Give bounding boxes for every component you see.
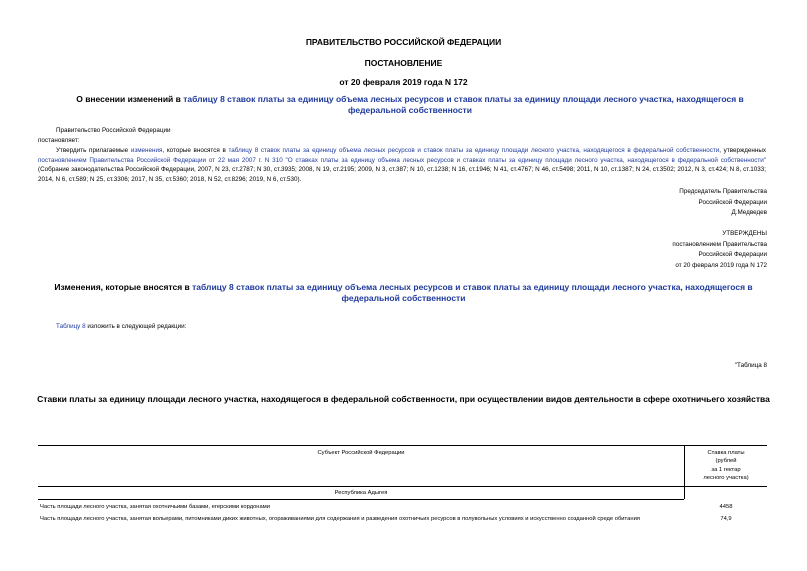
signature-name: Д.Медведев — [731, 209, 767, 217]
link-table-8-short[interactable]: Таблицу 8 — [56, 323, 86, 330]
rate-header-line-4: лесного участка) — [703, 475, 749, 482]
approved-line-4: от 20 февраля 2019 года N 172 — [675, 261, 767, 269]
signature-line-1: Председатель Правительства — [679, 188, 767, 195]
approved-line-2: постановлением Правительства — [672, 240, 767, 248]
paragraph-government: Правительство Российской Федерации — [56, 127, 171, 134]
table-header-row — [38, 446, 767, 487]
changes-heading — [36, 282, 771, 304]
approve-text-a: Утвердить прилагаемые — [56, 147, 131, 154]
changes-heading-prefix: Изменения, которые вносятся в — [54, 282, 193, 292]
approved-line-1: УТВЕРЖДЕНЫ — [722, 230, 767, 237]
row-value: 4458 — [719, 504, 733, 510]
doc-title-link[interactable]: таблицу 8 ставок платы за единицу объема лесных ресурсов и ставок платы за единицу площади лесного участка, находящегося в федеральной собственности — [183, 94, 744, 115]
approved-line-3: Российской Федерации — [698, 251, 767, 259]
approve-text-b: , которые вносятся в — [162, 147, 229, 154]
column-header-subject: Субъект Российской Федерации — [317, 450, 405, 456]
link-table-8[interactable]: таблицу 8 ставок платы за единицу объема лесных ресурсов и ставок платы за единицу площади лесного участка, находящегося в федеральной собственности — [228, 147, 720, 154]
rate-header-line-2: (рублей — [715, 458, 737, 465]
paragraph-decree: постановляет: — [38, 137, 80, 144]
table-title: Ставки платы за единицу площади лесного участка, находящегося в федеральной собственности, при осуществлении видов деятельности в сфере охотничьего хозяйства — [37, 394, 770, 404]
signature-line-2: Российской Федерации — [698, 198, 767, 206]
rate-header-line-1: Ставка платы — [707, 450, 745, 456]
doc-title — [60, 94, 760, 116]
row-label: Часть площади лесного участка, занятая вольерами, питомниками диких животных, огораживаниями для содержания и разведения охотничьих ресурсов в полувольных условиях и искусственно созданной среде обитания — [40, 516, 640, 523]
link-decree-310[interactable]: постановлением Правительства Российской Федерации от 22 мая 2007 г. N 310 "О ставках платы за единицу объема лесных ресурсов и ставках платы за единицу площади лесного участка, находящегося в федеральной собственности" — [38, 156, 766, 164]
signature-block — [679, 187, 767, 219]
rate-header-line-3: за 1 гектар — [711, 466, 741, 473]
table-row — [38, 501, 767, 513]
row-label: Часть площади лесного участка, занятая охотничьими базами, егерскими кордонами — [40, 504, 270, 510]
doc-title-prefix: О внесении изменений в — [76, 94, 184, 104]
approved-block — [672, 229, 767, 271]
doc-date: от 20 февраля 2019 года N 172 — [339, 77, 468, 87]
row-value: 74,9 — [720, 516, 732, 523]
approve-text-c: , утвержденных — [719, 147, 767, 154]
instruction-text: изложить в следующей редакции: — [85, 323, 187, 330]
table-row — [38, 513, 767, 525]
doc-type-heading: ПОСТАНОВЛЕНИЕ — [364, 58, 443, 68]
column-header-rate — [684, 446, 767, 486]
region-row — [38, 487, 767, 500]
region-rate-cell — [684, 487, 767, 499]
approve-text-d: (Собрание законодательства Российской Федерации, 2007, N 23, ст.2787; N 30, ст.3935; 2008, N 19, ст.2195; 2009, N 3, ст.387; N 10, ст.1238; N 16, ст.1946; N 41, ст.4767; N 46, ст.5498; 2011, N 10, ст.1387; N 24, ст.3502; 2012, N 3, ст.424; N 8, ст.1033; 2014, N 6, ст.589; N 25, ст.3306; 2017, N 35, ст.5360; 2018, N 52, ст.8296; 2019, N 6, ст.530). — [38, 166, 766, 183]
table-mark: "Таблица 8 — [734, 362, 767, 369]
government-heading: ПРАВИТЕЛЬСТВО РОССИЙСКОЙ ФЕДЕРАЦИИ — [305, 37, 502, 47]
region-name: Республика Адыгея — [38, 487, 684, 500]
link-changes[interactable]: изменения — [130, 147, 163, 154]
instruction-paragraph — [56, 322, 186, 332]
rates-table — [38, 445, 767, 526]
changes-heading-link[interactable]: таблицу 8 ставок платы за единицу объема лесных ресурсов и ставок платы за единицу площади лесного участка, находящегося в федеральной собственности — [192, 282, 753, 303]
paragraph-approve — [38, 146, 766, 184]
